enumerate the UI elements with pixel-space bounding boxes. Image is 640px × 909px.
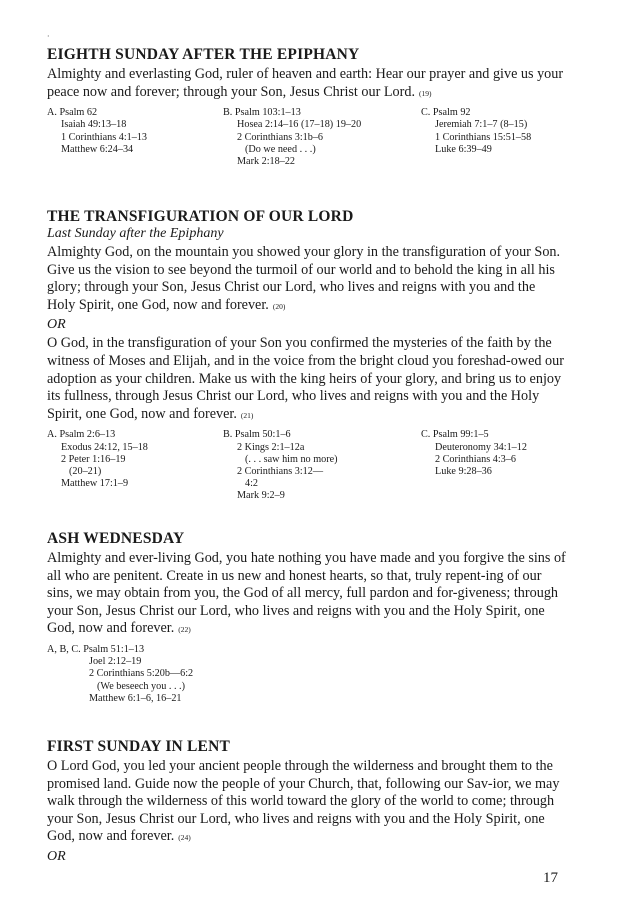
psalm: B. Psalm 50:1–6 [223,429,291,441]
or-label: OR [47,317,66,333]
prayer-number: (21) [240,410,254,420]
section-title: EIGHTH SUNDAY AFTER THE EPIPHANY [47,46,360,63]
lesson-note: (. . . saw him no more) [245,453,338,465]
prayer-text-alt: O God, in the transfiguration of your Son you confirmed the mysteries of the faith by the witness of Moses and Elijah, and in the voice from the bright cloud you foreshad-owed our adoption as your children. Make us with the king heirs of your glory, and bring us to enjoy its fullness, through Jesus Christ our Lord, who lives and reigns with you and the Holy Spirit, one God, now and forever. (21) [47,335,564,422]
first-lesson: Deuteronomy 34:1–12 [435,441,527,453]
psalm: C. Psalm 99:1–5 [421,429,489,441]
or-label: OR [47,848,66,864]
prayer-number: (22) [178,625,191,635]
section-title: FIRST SUNDAY IN LENT [47,738,231,755]
lesson-note: (20–21) [69,465,102,477]
second-lesson: 1 Corinthians 4:1–13 [61,131,148,143]
prayer-text: Almighty and everlasting God, ruler of heaven and earth: Hear our prayer and give us your peace now and forever; through your Son, Jesus Christ our Lord. (19) [47,66,564,100]
first-lesson: Exodus 24:12, 15–18 [61,441,148,453]
second-lesson: 2 Peter 1:16–19 [61,453,126,465]
second-lesson: 2 Corinthians 3:12— [237,465,324,477]
readings-year-a [47,429,237,490]
gospel: Luke 6:39–49 [435,143,492,155]
lesson-note: (We beseech you . . .) [97,680,186,692]
section-title: ASH WEDNESDAY [47,530,185,547]
psalm: A. Psalm 2:6–13 [47,429,116,441]
readings-year-c [421,429,611,478]
page-number: 17 [543,870,558,886]
readings [47,429,567,505]
readings-year-b [223,107,413,168]
first-lesson: Hosea 2:14–16 (17–18) 19–20 [237,119,362,131]
lesson-note: (Do we need . . .) [245,143,316,155]
lesson-note: 4:2 [245,478,259,490]
prayer-text: O Lord God, you led your ancient people through the wilderness and brought them to the promised land. Guide now the people of your Church, that, following our Sav-ior, we may walk through the wilderness of this world toward the glory of the world to come; through your Son, Jesus Christ our Lord, who lives and reigns with you and the Holy Spirit, one God, now and forever. (24) [47,758,560,845]
section-subtitle: Last Sunday after the Epiphany [47,226,224,241]
first-lesson: Jeremiah 7:1–7 (8–15) [435,119,528,131]
readings-year-a [47,107,237,156]
section-title: THE TRANSFIGURATION OF OUR LORD [47,208,354,225]
psalm: C. Psalm 92 [421,107,471,119]
second-lesson: 1 Corinthians 15:51–58 [435,131,532,143]
prayer-number: (24) [178,833,191,843]
scan-mark: · [47,32,50,41]
readings [47,107,567,171]
readings-year-c [421,107,611,156]
psalm: A. Psalm 62 [47,107,98,119]
first-lesson: 2 Kings 2:1–12a [237,441,305,453]
prayer-number: (20) [272,301,286,311]
first-lesson: Isaiah 49:13–18 [61,119,127,131]
section-ash-wednesday [47,530,567,705]
second-lesson: 2 Corinthians 3:1b–6 [237,131,324,143]
prayer-text: Almighty God, on the mountain you showed your glory in the transfiguration of your Son. Give us the vision to see beyond the turmoil of our world and to behold the king in all his glory; through your Son, Jesus Christ our Lord, who lives and reigns with you and the Holy Spirit, one God, now and forever. (20) [47,244,561,313]
second-lesson: 2 Corinthians 5:20b—6:2 [89,668,194,680]
gospel: Matthew 6:1–6, 16–21 [89,692,182,704]
section-transfiguration [47,208,567,505]
gospel: Luke 9:28–36 [435,465,492,477]
second-lesson: 2 Corinthians 4:3–6 [435,453,516,465]
gospel: Mark 9:2–9 [237,490,285,502]
section-eighth-sunday [47,46,567,171]
prayer-number: (19) [419,88,432,98]
psalm: B. Psalm 103:1–13 [223,107,301,119]
gospel: Mark 2:18–22 [237,156,296,167]
gospel: Matthew 17:1–9 [61,478,129,490]
gospel: Matthew 6:24–34 [61,143,134,155]
readings-all-years [47,644,567,705]
readings-year-b [223,429,413,502]
section-first-sunday-lent [47,738,567,866]
first-lesson: Joel 2:12–19 [89,656,142,668]
prayer-text: Almighty and ever-living God, you hate nothing you have made and you forgive the sins of all who are penitent. Create in us new and honest hearts, so that, truly repent-ing of our sins, we may obtain from you, the God of all mercy, full pardon and for-giveness; through your Son, Jesus Christ our Lord, who lives and reigns with you and the Holy Spirit, one God, now and forever. (22) [47,550,566,637]
psalm: A, B, C. Psalm 51:1–13 [47,643,145,655]
